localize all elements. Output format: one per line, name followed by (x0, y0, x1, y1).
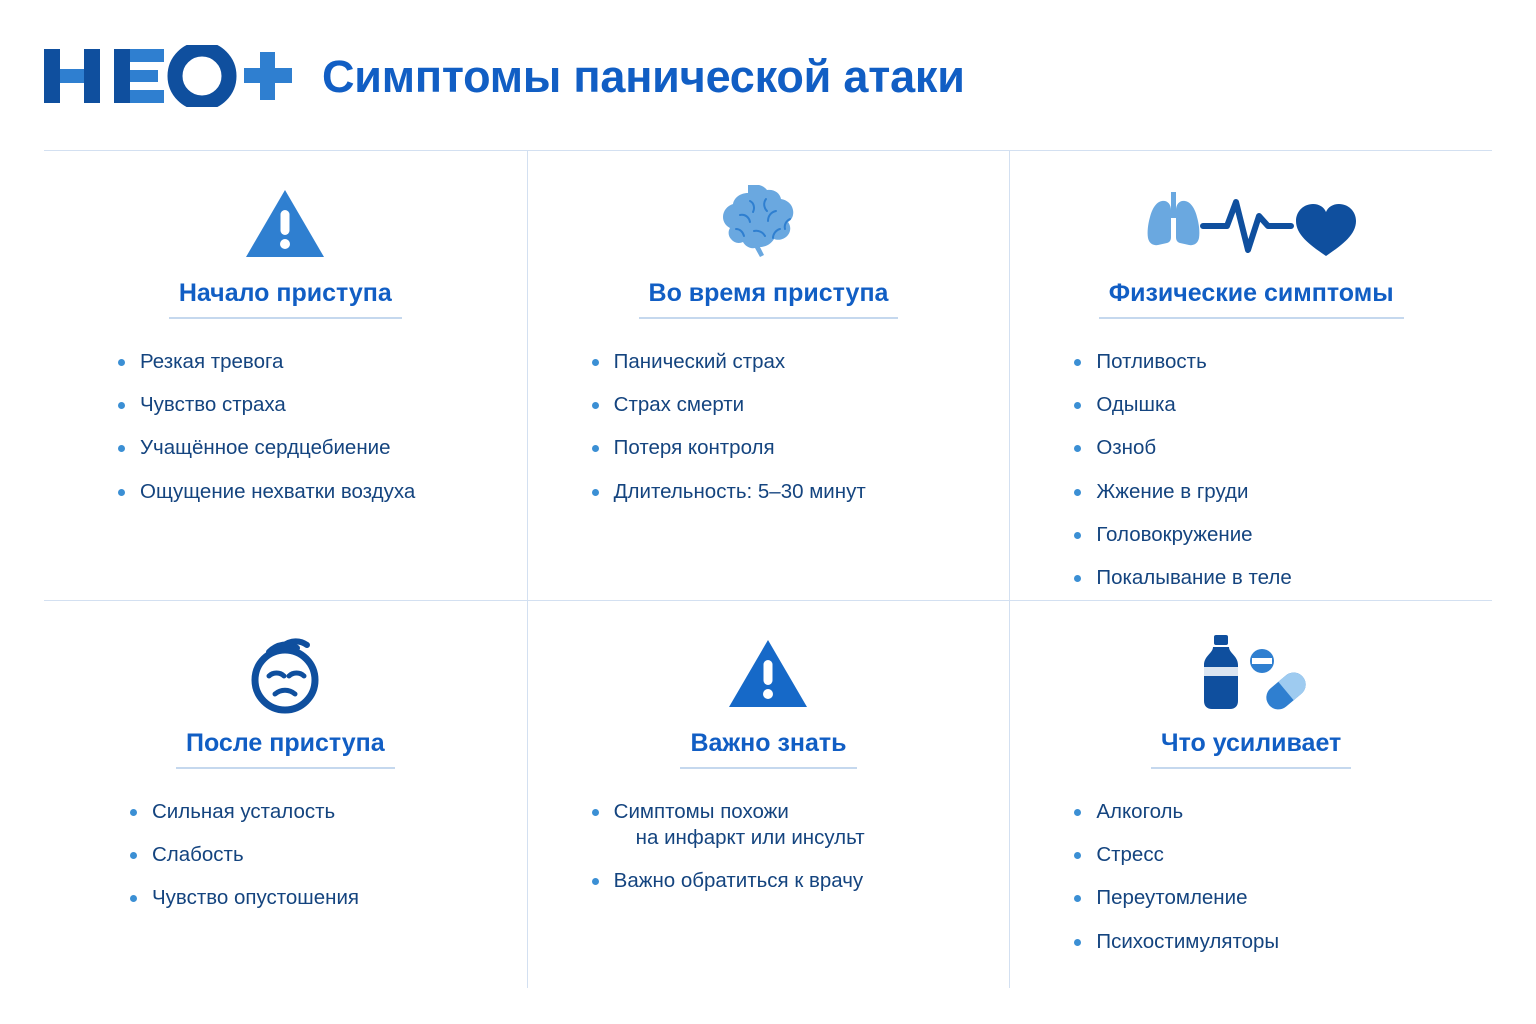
card-during-attack (527, 151, 1010, 600)
list-item-line2: на инфаркт или инсульт (635, 826, 865, 850)
symptom-list (70, 349, 501, 505)
warning-triangle-icon (554, 631, 984, 717)
card-attack-onset (44, 151, 527, 600)
card-title (1036, 279, 1466, 319)
card-title (70, 729, 501, 769)
list-item: Стресс (1070, 842, 1466, 868)
symptom-list (554, 799, 984, 895)
list-item: Потливость (1070, 349, 1466, 375)
warning-triangle-icon (70, 181, 501, 267)
header (0, 0, 1536, 108)
list-item: Панический страх (588, 349, 984, 375)
list-item: Длительность: 5–30 минут (588, 479, 984, 505)
list-item: Сильная усталость (126, 799, 501, 825)
list-item-line1: Симптомы похожи (613, 800, 789, 823)
neo-plus-logo (44, 45, 294, 107)
list-item: Алкоголь (1070, 799, 1466, 825)
card-after-attack (44, 600, 527, 988)
card-title (554, 279, 984, 319)
list-item: Ощущение нехватки воздуха (114, 479, 501, 505)
lungs-heart-pulse-icon (1036, 181, 1466, 267)
card-title (554, 729, 984, 769)
list-item: Слабость (126, 842, 501, 868)
card-physical-symptoms (1009, 151, 1492, 600)
list-item: Головокружение (1070, 522, 1466, 548)
symptom-list (1036, 799, 1466, 955)
list-item: Чувство опустошения (126, 885, 501, 911)
list-item: Психостимуляторы (1070, 929, 1466, 955)
list-item: Озноб (1070, 435, 1466, 461)
symptom-list (554, 349, 984, 505)
list-item: Переутомление (1070, 885, 1466, 911)
symptom-list (70, 799, 501, 912)
card-title-text: Во время приступа (648, 279, 889, 307)
list-item: Чувство страха (114, 392, 501, 418)
page-title: Симптомы панической атаки (322, 50, 965, 102)
card-title (1036, 729, 1466, 769)
card-aggravating-factors (1009, 600, 1492, 988)
list-item: Резкая тревога (114, 349, 501, 375)
symptom-list (1036, 349, 1466, 591)
list-item: Потеря контроля (588, 435, 984, 461)
list-item: Одышка (1070, 392, 1466, 418)
list-item: Покалывание в теле (1070, 565, 1466, 591)
card-important-to-know (527, 600, 1010, 988)
card-title-text: Физические симптомы (1108, 279, 1394, 307)
tired-face-icon (70, 631, 501, 717)
list-item: Жжение в груди (1070, 479, 1466, 505)
list-item (588, 799, 984, 851)
card-title-text: Что усиливает (1161, 729, 1342, 757)
card-title-text: После приступа (186, 729, 385, 757)
list-item: Учащённое сердцебиение (114, 435, 501, 461)
list-item: Страх смерти (588, 392, 984, 418)
card-title-text: Начало приступа (178, 279, 392, 307)
cards-grid (44, 151, 1492, 988)
card-title-text: Важно знать (690, 729, 847, 757)
list-item: Важно обратиться к врачу (588, 868, 984, 894)
bottle-pills-icon (1036, 631, 1466, 717)
brain-icon (554, 181, 984, 267)
card-title (70, 279, 501, 319)
